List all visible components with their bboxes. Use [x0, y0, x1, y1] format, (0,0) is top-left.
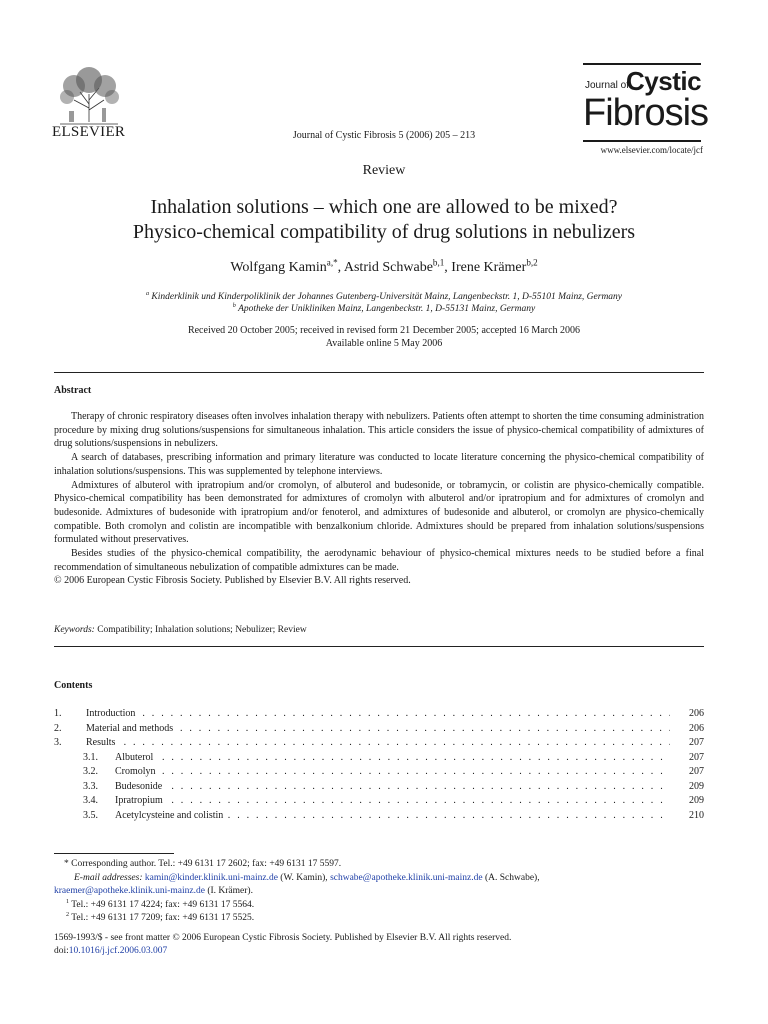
journal-reference: Journal of Cystic Fibrosis 5 (2006) 205 – 213 [292, 130, 476, 141]
doi-line: doi:10.1016/j.jcf.2006.03.007 [54, 946, 168, 956]
keywords-text: Compatibility; Inhalation solutions; Nebulizer; Review [97, 625, 307, 635]
available-online: Available online 5 May 2006 [325, 338, 443, 349]
abstract-paragraph: A search of databases, prescribing information and primary literature was conducted to locate literature concerning the physico-chemical compatibility of inhalation solutions/suspensions. This was supplemented by telephone interviews. [54, 452, 704, 477]
abstract-paragraph: Besides studies of the physico-chemical compatibility, the aerodynamic behaviour of physico-chemical mixtures needs to be studied before a final recommendation of simultaneous nebulization of compatible admixtures can be made. [54, 548, 704, 573]
toc-subitem[interactable]: 3.3. Budesonide . . . 209 [54, 780, 704, 795]
toc-item[interactable]: 1. Introduction . . . 206 [54, 707, 704, 722]
publisher-name: ELSEVIER [52, 124, 126, 140]
toc-item[interactable]: 3. Results . . . 207 [54, 736, 704, 751]
footnote-2: $^2$ Tel.: +49 6131 17 7209; fax: +49 6131 17 5525. [66, 911, 255, 923]
toc-subitem[interactable]: 3.1. Albuterol . . . 207 [54, 751, 704, 766]
keywords-label: Keywords: [54, 625, 95, 635]
doi-link[interactable]: 10.1016/j.jcf.2006.03.007 [68, 946, 168, 956]
author-name: Wolfgang Kamin [230, 260, 327, 275]
footnote-rule [54, 853, 174, 854]
logo-bottom-rule [583, 140, 701, 142]
abstract-body [54, 410, 704, 588]
issn-line: 1569-1993/$ - see front matter © 2006 European Cystic Fibrosis Society. Published by Elsevier B.V. All rights reserved. [54, 933, 512, 943]
email-link[interactable]: kraemer@apotheke.klinik.uni-mainz.de [54, 886, 205, 896]
toc-subitem[interactable]: 3.5. Acetylcysteine and colistin . . . 210 [54, 809, 704, 824]
abstract-paragraph: Therapy of chronic respiratory diseases often involves inhalation therapy with nebulizers. Patients often attempt to shorten the time consuming administration procedure by mixing drug solutions/suspensions for simultaneous inhalation. This article considers the issue of physico-chemical compatibility of admixtures of drug solutions/suspensions in nebulizers. [54, 411, 704, 450]
corresponding-author-note: * Corresponding author. Tel.: +49 6131 17 2602; fax: +49 6131 17 5597. [64, 859, 342, 869]
email-addresses: E-mail addresses: kamin@kinder.klinik.uni-mainz.de (W. Kamin), schwabe@apotheke.klinik.uni-mainz.de (A. Schwabe), [74, 872, 540, 883]
affiliation-b: $^b$ Apotheke der Unikliniken Mainz, Langenbeckstr. 1, D-55131 Mainz, Germany [232, 302, 536, 314]
author-name: Astrid Schwabe [343, 260, 433, 275]
front-matter [54, 932, 511, 958]
toc-subitem[interactable]: 3.2. Cromolyn . . . 207 [54, 765, 704, 780]
abstract-copyright: © 2006 European Cystic Fibrosis Society. Published by Elsevier B.V. All rights reserved. [54, 575, 411, 587]
footnote-1: $^1$ Tel.: +49 6131 17 4224; fax: +49 6131 17 5564. [66, 898, 255, 910]
contents-heading: Contents [54, 680, 93, 691]
author-affil-mark: b,1 [432, 257, 445, 268]
table-of-contents [54, 707, 704, 823]
article-title-line2: Physico-chemical compatibility of drug solutions in nebulizers [132, 221, 636, 243]
footnotes [54, 858, 704, 926]
logo-top-rule [583, 63, 701, 65]
journal-logo-cystic: Cystic [626, 66, 702, 96]
email-link[interactable]: schwabe@apotheke.klinik.uni-mainz.de [330, 872, 483, 883]
keywords [54, 625, 307, 635]
article-type: Review [362, 163, 406, 178]
abstract-heading: Abstract [54, 385, 92, 396]
email-link[interactable]: kamin@kinder.klinik.uni-mainz.de [144, 872, 278, 883]
affiliation-a: $^a$ Kinderklinik und Kinderpoliklinik der Johannes Gutenberg-Universität Mainz, Langenbeckstr. 1, D-55101 Mainz, Germany [145, 290, 623, 302]
article-title-line1: Inhalation solutions – which one are allowed to be mixed? [150, 196, 618, 218]
divider [54, 646, 704, 647]
received-dates: Received 20 October 2005; received in revised form 21 December 2005; accepted 16 March 2006 [187, 325, 581, 336]
author-affil-mark: a,* [326, 257, 338, 268]
journal-logo-fibrosis: Fibrosis [583, 92, 709, 134]
email-addresses-cont: kraemer@apotheke.klinik.uni-mainz.de (I. Krämer). [54, 886, 253, 896]
journal-url[interactable]: www.elsevier.com/locate/jcf [600, 145, 703, 155]
abstract-paragraph: Admixtures of albuterol with ipratropium and/or cromolyn, of albuterol and budesonide, or tobramycin, or colistin are physico-chemically compatible. Physico-chemical compatibility has been demonstrated for admixtures of cromolyn with albuterol and/or ipratropium and for admixtures of cromolyn and budesonide. Admixtures of budesonide with ipratropium and/or fenoterol, and admixtures of budesonide and albuterol, or cromolyn are physico-chemically compatible. Both cromolyn and colistin are incompatible with benzalkonium chloride. Admixtures should be prepared from inhalation solutions/suspensions formulated without preservatives. [54, 479, 704, 546]
divider [54, 372, 704, 373]
author-name: Irene Krämer [451, 260, 527, 275]
author-list: Wolfgang Kamin$^{a,*}$, Astrid Schwabe$^{b,1}$, Irene Krämer$^{b,2}$ [230, 257, 538, 275]
journal-logo-prefix: Journal of [585, 80, 629, 91]
toc-subitem[interactable]: 3.4. Ipratropium . . . 209 [54, 794, 704, 809]
author-affil-mark: b,2 [526, 257, 538, 268]
toc-item[interactable]: 2. Material and methods . . . 206 [54, 722, 704, 737]
